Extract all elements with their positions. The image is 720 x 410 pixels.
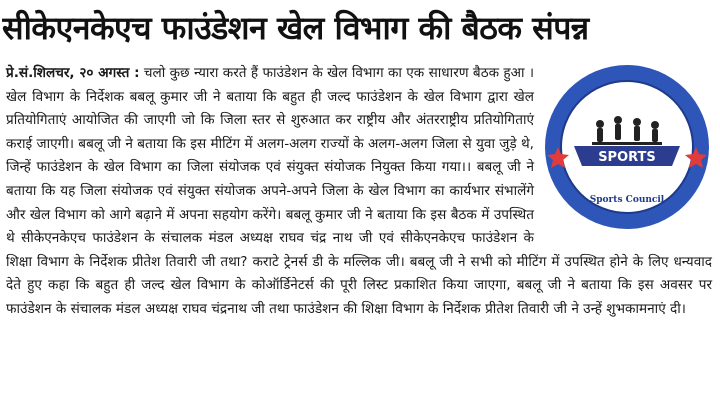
sports-council-logo <box>542 62 712 232</box>
logo-arc-text: CKNKH Foundation <box>579 82 675 112</box>
dateline: प्रे.सं.शिलचर, २० अगस्त : <box>6 65 140 81</box>
logo-center-text: SPORTS <box>598 150 656 165</box>
logo-bottom-text: Sports Council <box>589 195 665 205</box>
sports-logo-graphic <box>542 62 712 232</box>
headline: सीकेएनकेएच फाउंडेशन खेल विभाग की बैठक संपन्न <box>2 9 589 47</box>
article-body <box>6 62 712 406</box>
article-text: चलो कुछ न्यारा करते हैं फाउंडेशन के खेल विभाग का एक साधारण बैठक हुआ । खेल विभाग के निर्देशक बबलू कुमार जी ने बताया कि बहुत ही जल्द फाउंडेशन के खेल विभाग द्वारा खेल प्रतियोगिताएं आयोजित की जाएगी जो कि जिला स्तर से शुरुआत कर राष्ट्रीय और अंतरराष्ट्रीय प्रतियोगिताएं कराई जाएगी। बबलू जी ने बताया कि इस मीटिंग में अलग-अलग राज्यों के अलग-अलग जिला से युवा जुड़े थे, जिन्हें फाउंडेशन के खेल विभाग का जिला संयोजक एवं संयुक्त संयोजक नियुक्त किया गया।। बबलू जी ने बताया कि यह जिला संयोजक एवं संयुक्त संयोजक अपने-अपने जिला के खेल विभाग का कार्यभार संभालेंगे और खेल विभाग को आगे बढ़ाने में अपना सहयोग करेंगे। बबलू कुमार जी ने बताया कि इस बैठक में उपस्थित थे सीकेएनकेएच फाउंडेशन के संचालक मंडल अध्यक्ष राघव चंद्र नाथ जी एवं सीकेएनकेएच फाउंडेशन के शिक्षा विभाग के निर्देशक प्रीतेश तिवारी जी तथा? कराटे ट्रेनर्स डी के मल्लिक जी। बबलू जी ने सभी को मीटिंग में उपस्थित होने के लिए धन्यवाद देते हुए कहा कि बहुत ही जल्द खेल विभाग के कोऑर्डिनेटर्स की पूरी लिस्ट प्रकाशित किया जाएगा, बबलू जी ने बताया कि इस अवसर पर फाउंडेशन के संचालक मंडल अध्यक्ष राघव चंद्रनाथ जी तथा फाउंडेशन की शिक्षा विभाग के निर्देशक प्रीतेश तिवारी जी ने उन्हें शुभकामनाएं दी। <box>6 65 712 317</box>
